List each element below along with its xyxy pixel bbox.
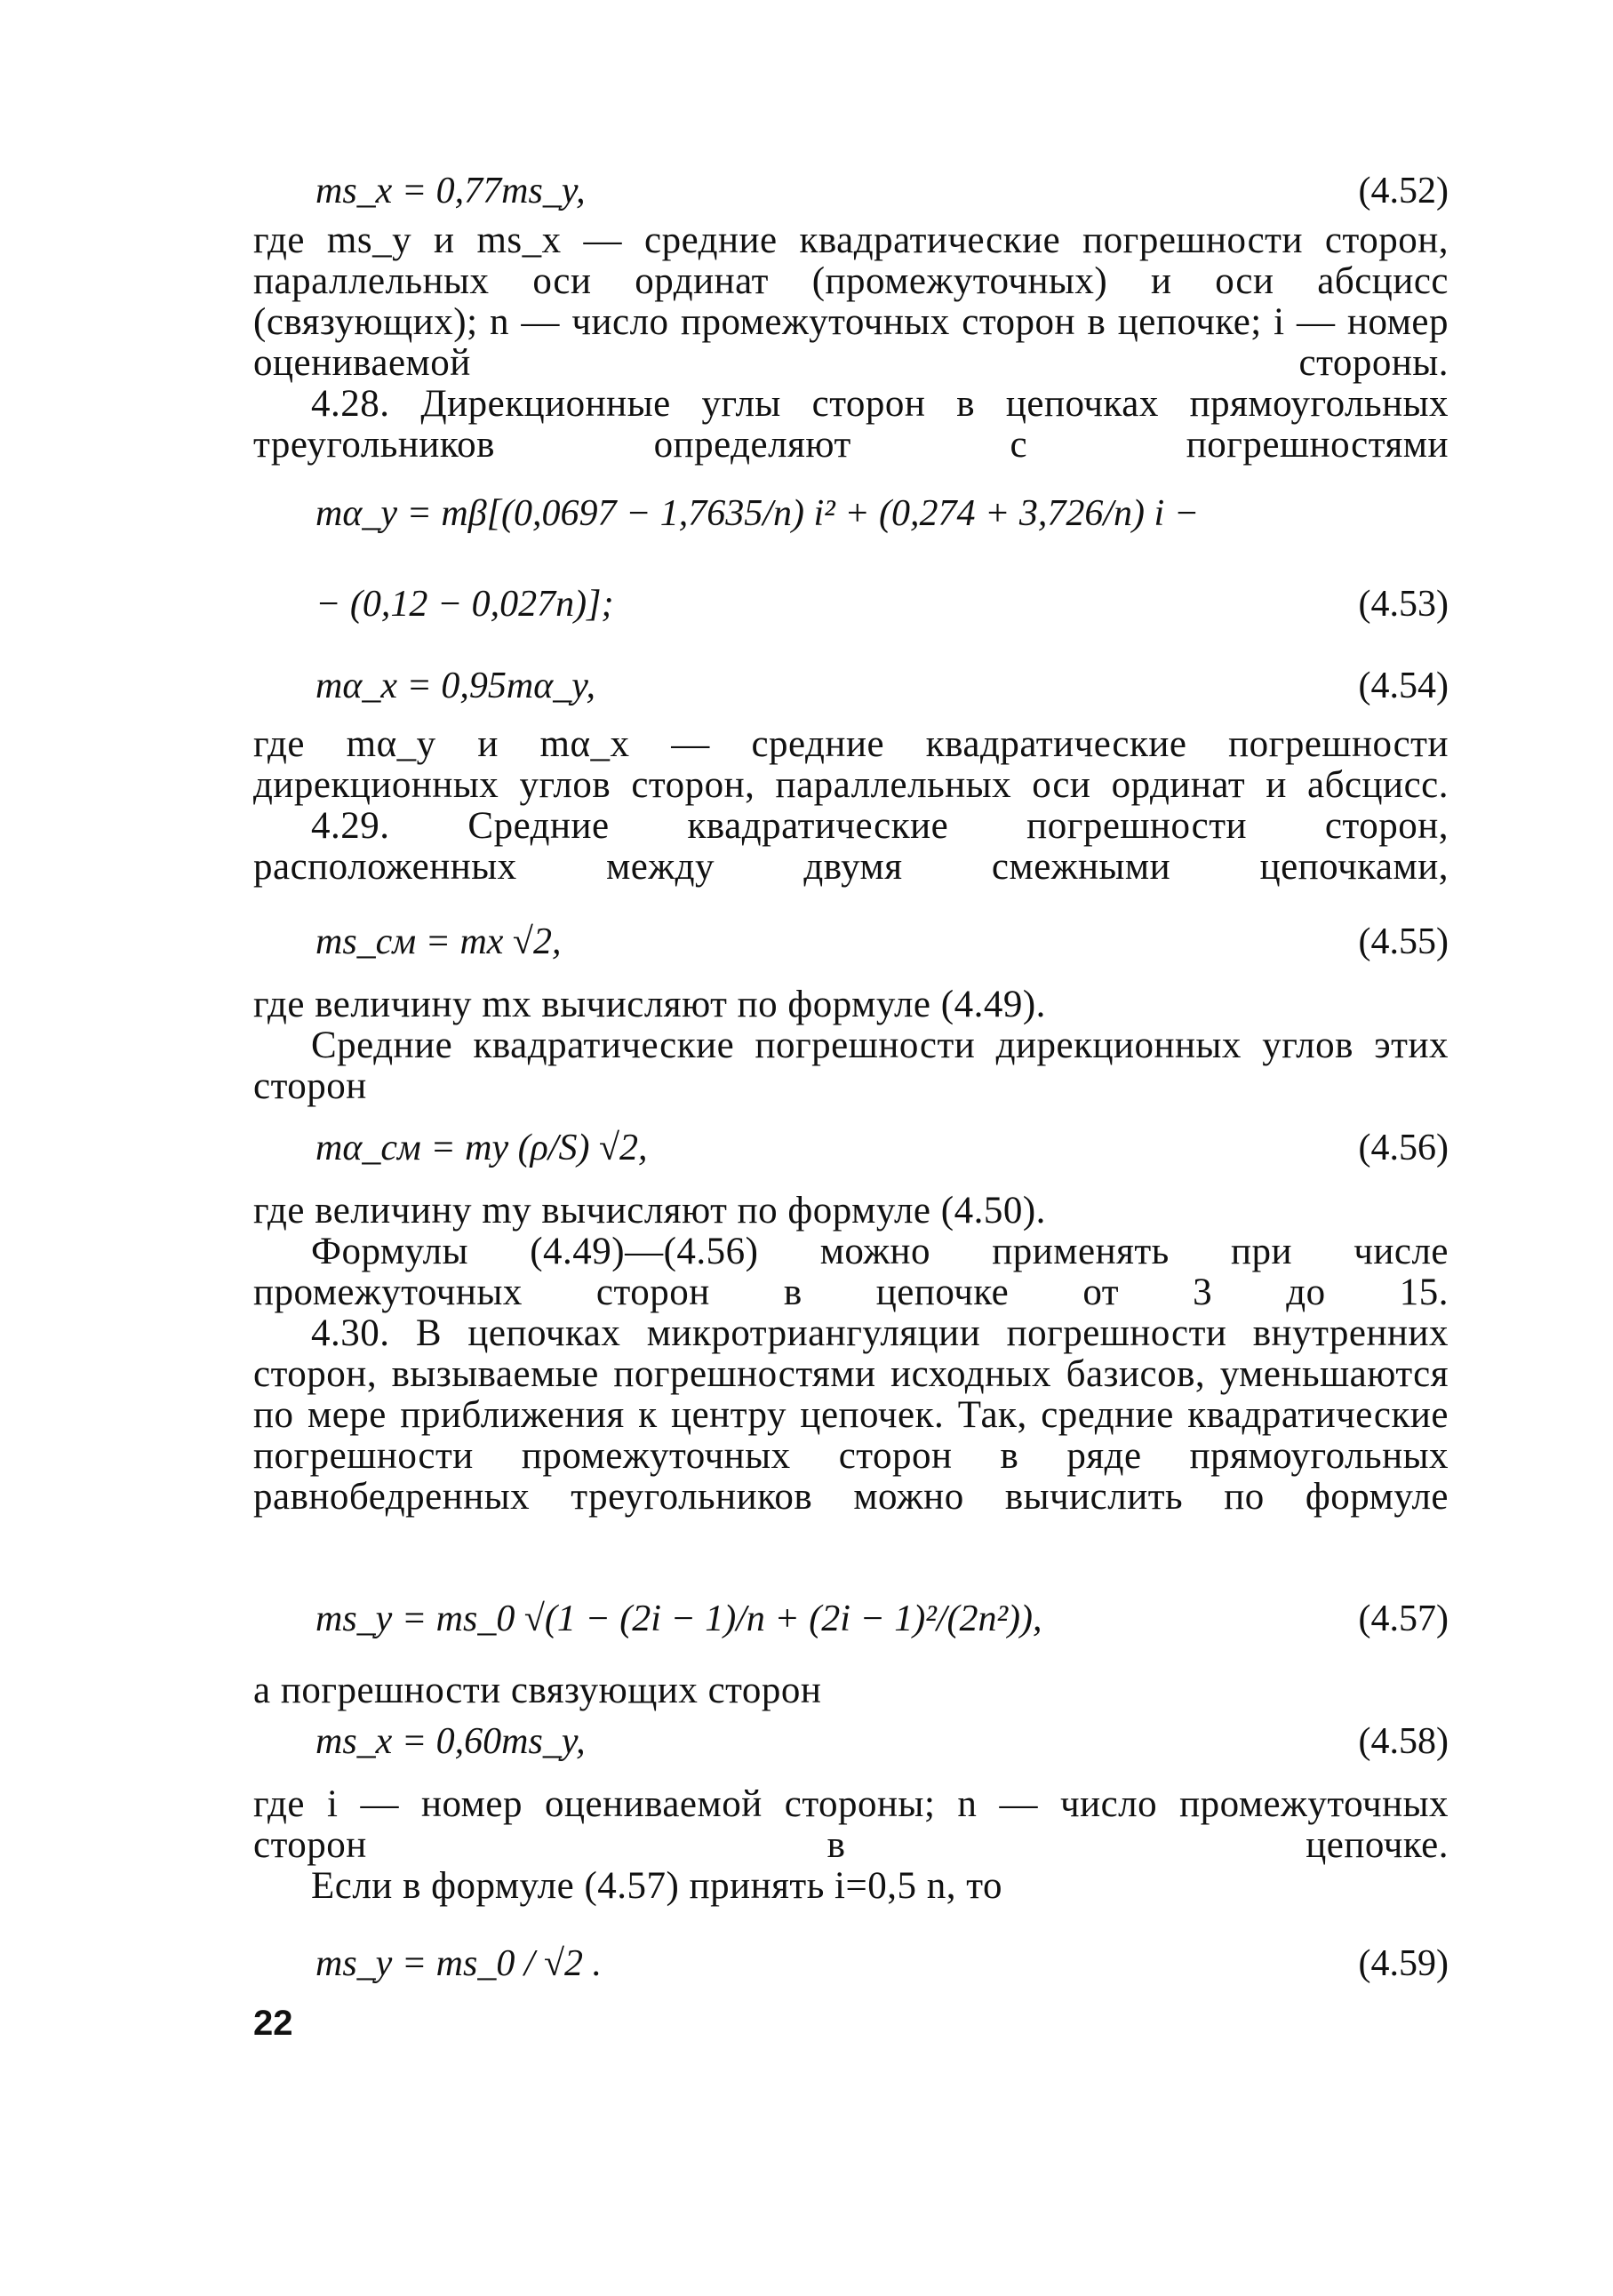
paragraph-formulas-range: Формулы (4.49)—(4.56) можно применять при числе промежуточных сторон в цепочке от 3 до 15. bbox=[253, 1231, 1449, 1313]
equation-number: (4.59) bbox=[1358, 1943, 1449, 1984]
formula: ms_x = 0,60ms_y, bbox=[315, 1721, 586, 1762]
equation-4-53-line1 bbox=[0, 487, 1613, 540]
paragraph-4-29: 4.29. Средние квадратические погрешности сторон, расположенных между двумя смежными цепочками, bbox=[253, 805, 1449, 888]
paragraph-where-my: где величину my вычисляют по формуле (4.50). bbox=[253, 1190, 1046, 1232]
equation-number: (4.57) bbox=[1358, 1598, 1449, 1639]
paragraph-where-ms: где ms_y и ms_x — средние квадратические погрешности сторон, параллельных оси ординат (промежуточных) и оси абсцисс (связующих); n — число промежуточных сторон в цепочке; i — номер оцениваемой стороны. bbox=[253, 219, 1449, 384]
equation-4-57 bbox=[0, 1592, 1613, 1646]
paragraph-if-i-half: Если в формуле (4.57) принять i=0,5 n, то bbox=[311, 1865, 1002, 1907]
equation-4-59 bbox=[0, 1937, 1613, 1990]
equation-4-56 bbox=[0, 1121, 1613, 1175]
equation-number: (4.54) bbox=[1358, 666, 1449, 706]
paragraph-4-30: 4.30. В цепочках микротриангуляции погрешности внутренних сторон, вызываемые погрешностями исходных базисов, уменьшаются по мере приближения к центру цепочек. Так, средние квадратические погрешности промежуточных сторон в ряде прямоугольных равнобедренных треугольников можно вычислить по формуле bbox=[253, 1312, 1449, 1518]
equation-number: (4.56) bbox=[1358, 1128, 1449, 1168]
formula: mα_см = my (ρ/S) √2, bbox=[315, 1128, 648, 1168]
formula: ms_y = ms_0 / √2 . bbox=[315, 1943, 603, 1984]
formula: mα_x = 0,95mα_y, bbox=[315, 666, 596, 706]
paragraph-where-mx: где величину mx вычисляют по формуле (4.49). bbox=[253, 984, 1046, 1025]
formula: mα_y = mβ[(0,0697 − 1,7635/n) i² + (0,274 + 3,726/n) i − bbox=[315, 493, 1200, 534]
paragraph-where-ma: где mα_y и mα_x — средние квадратические погрешности дирекционных углов сторон, параллельных оси ординат и абсцисс. bbox=[253, 723, 1449, 806]
paragraph-where-i: где i — номер оцениваемой стороны; n — число промежуточных сторон в цепочке. bbox=[253, 1783, 1449, 1866]
equation-4-55 bbox=[0, 915, 1613, 969]
formula: ms_x = 0,77ms_y, bbox=[315, 171, 586, 211]
equation-4-58 bbox=[0, 1715, 1613, 1768]
page-number: 22 bbox=[253, 2004, 293, 2043]
equation-number: (4.52) bbox=[1358, 171, 1449, 211]
equation-4-53-line2 bbox=[0, 578, 1613, 631]
equation-number: (4.55) bbox=[1358, 921, 1449, 962]
equation-4-52 bbox=[0, 164, 1613, 218]
equation-number: (4.53) bbox=[1358, 584, 1449, 625]
paragraph-mean-errors: Средние квадратические погрешности дирекционных углов этих сторон bbox=[253, 1024, 1449, 1107]
equation-number: (4.58) bbox=[1358, 1721, 1449, 1762]
formula: ms_y = ms_0 √(1 − (2i − 1)/n + (2i − 1)²/(2n²)), bbox=[315, 1598, 1042, 1639]
paragraph-linking-sides: а погрешности связующих сторон bbox=[253, 1670, 822, 1711]
equation-4-54 bbox=[0, 659, 1613, 713]
formula: ms_см = mx √2, bbox=[315, 921, 562, 962]
formula: − (0,12 − 0,027n)]; bbox=[315, 584, 614, 625]
paragraph-4-28: 4.28. Дирекционные углы сторон в цепочках прямоугольных треугольников определяют с погрешностями bbox=[253, 383, 1449, 466]
